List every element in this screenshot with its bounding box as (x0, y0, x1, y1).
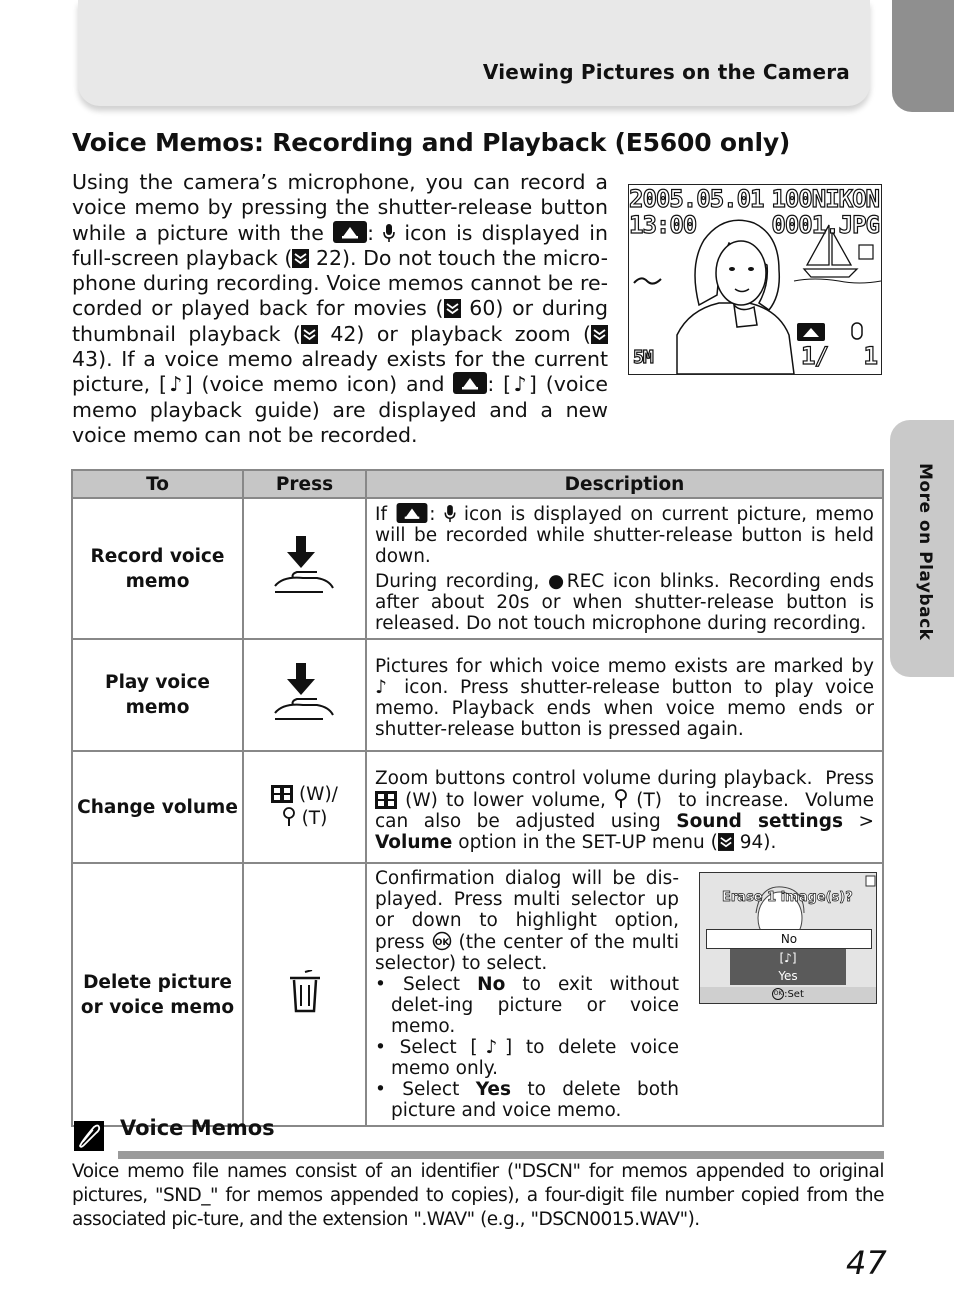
side-tab-label: More on Playback (915, 463, 935, 641)
press-cell: (W)/ (T) (243, 751, 366, 863)
lcd-folder: 100NIKON (771, 185, 879, 213)
microphone-icon (444, 504, 456, 523)
ok-button-icon: OK (772, 988, 784, 1000)
section-title: Viewing Pictures on the Camera (482, 60, 850, 84)
press-cell (243, 498, 366, 639)
page-ref-icon (301, 325, 318, 344)
lcd-date: 2005.05.01 (629, 185, 764, 213)
page-ref-icon (718, 833, 734, 851)
playback-button-icon (333, 221, 367, 243)
zoom-t-icon (282, 807, 296, 827)
playback-button-icon (395, 503, 429, 523)
note-pencil-icon (74, 1121, 104, 1151)
dialog-title: Erase 1 image(s)? (722, 890, 853, 905)
delete-description: Confirmation dialog will be dis-played. Press multi selector up or down to highlight option, press OK (the center of the multi selector) to select. • Select No to exit without delet-ing picture or voice memo. • Select [♪] to delete voice memo only. • Select Yes to delete both picture and voice memo. Erase 1 image(s)? No [♪] Yes OK :Set (366, 863, 883, 1126)
change-volume-label: Change volume (72, 751, 243, 863)
thumbnail-w-icon (271, 785, 293, 803)
intro-paragraph: Using the camera’s microphone, you can record a voice memo by pressing the shutter-release button while a picture with the : icon is displayed in full-screen playback ( 22). Do not touch the micro-phone during recording. Voice memos cannot be re-corded or played back for movies ( 60) or during thumbnail playback ( 42) or playback zoom ( 43). If a voice memo already exists for the current picture, [♪] (voice memo icon) and : [♪] (voice memo playback guide) are displayed and a new voice memo can not be recorded. (72, 170, 608, 447)
zoom-t-icon (614, 789, 628, 809)
record-voice-memo-label: Record voice memo (72, 498, 243, 639)
col-header-press: Press (243, 470, 366, 498)
play-description: Pictures for which voice memo exists are marked by ♪ icon. Press shutter-release button to play voice memo. Playback ends when voice memo ends or shutter-release button is pressed again. (366, 639, 883, 751)
trash-icon (287, 970, 323, 1014)
dialog-option-yes[interactable]: Yes (730, 967, 846, 985)
col-header-to: To (72, 470, 243, 498)
note-divider (118, 1151, 884, 1159)
delete-label: Delete picture or voice memo (72, 863, 243, 1126)
table-row-play (72, 639, 883, 751)
shutter-press-icon (273, 661, 337, 725)
thumbnail-w-icon (375, 791, 397, 809)
svg-text:OK: OK (434, 938, 449, 948)
press-cell (243, 863, 366, 1126)
voice-memo-table (71, 469, 884, 1127)
ok-button-icon (432, 931, 452, 951)
lcd-frame-number: 1/ (801, 342, 828, 370)
play-voice-memo-label: Play voice memo (72, 639, 243, 751)
shutter-press-icon (273, 534, 337, 598)
dialog-option-memo[interactable]: [♪] (730, 949, 846, 967)
page-title: Voice Memos: Recording and Playback (E5600 only) (72, 128, 791, 157)
note-text: Voice memo file names consist of an identifier ("DSCN" for memos appended to original pictures, "SND_" for memos appended to copies), a four-digit file number copied from the associated pic-ture, and the extension ".WAV" (e.g., "DSCN0015.WAV"). (72, 1161, 884, 1230)
lcd-frame-total: 1 (863, 342, 877, 370)
record-description: If : icon is displayed on current picture, memo will be recorded while shutter-release button is held down. During recording, ●REC icon blinks. Recording ends after about 20s or when shutter-release button is released. Do not touch microphone during recording. (366, 498, 883, 639)
col-header-description: Description (366, 470, 883, 498)
page-ref-icon (591, 325, 608, 344)
page-ref-icon (292, 249, 309, 268)
page-ref-icon (444, 299, 461, 318)
table-row-record (72, 498, 883, 639)
lcd-time: 13:00 (629, 211, 697, 239)
dialog-option-no[interactable]: No (706, 929, 872, 949)
erase-dialog-screenshot (699, 872, 877, 1004)
volume-description: Zoom buttons control volume during playback. Press (W) to lower volume, (T) to increase. Volume can also be adjusted using Sound settings > Volume option in the SET-UP menu ( 94). (366, 751, 883, 863)
table-row-delete (72, 863, 883, 1126)
page-number: 47 (846, 1244, 887, 1282)
table-header-row (72, 470, 883, 498)
camera-lcd-screenshot (628, 184, 882, 375)
lcd-file: 0001.JPG (771, 211, 879, 239)
note-title: Voice Memos (120, 1116, 275, 1140)
dialog-footer: OK :Set (700, 987, 876, 1003)
press-cell (243, 639, 366, 751)
playback-button-icon (453, 372, 487, 394)
top-side-tab (892, 0, 954, 112)
lcd-image-size: 5M (633, 347, 653, 368)
microphone-icon (383, 223, 395, 243)
page-header (78, 0, 870, 106)
table-row-volume (72, 751, 883, 863)
